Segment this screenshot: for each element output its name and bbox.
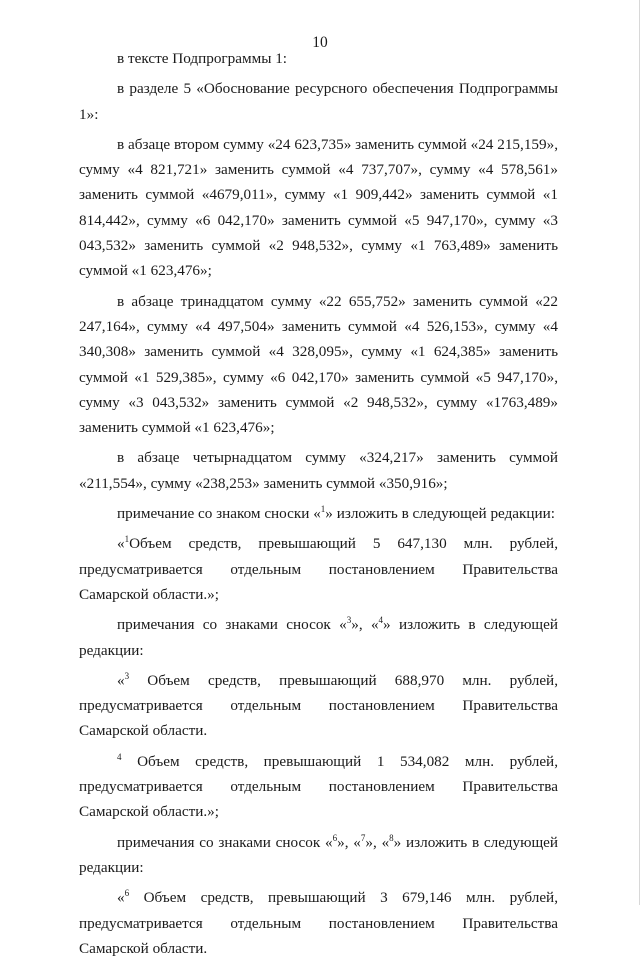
text-segment: примечание со знаком сноски « [117,505,321,523]
text-segment: « [117,535,125,553]
footnote-mark: 1 [124,534,130,545]
paragraph-second-abzac: в абзаце втором сумму «24 623,735» заменить суммой «24 215,159», сумму «4 821,721» заменить суммой «4 737,707», сумму «4 578,561» заменить суммой «4679,011», сумму «1 909,442» заменить суммой «1 814,442», сумму «6 042,170» заменить суммой «5 947,170», сумму «3 043,532» заменить суммой «2 948,532», сумму «1 763,489» заменить суммой «1 623,476»; [79,135,558,280]
paragraph-thirteenth-abzac: в абзаце тринадцатом сумму «22 655,752» заменить суммой «22 247,164», сумму «4 497,504» заменить суммой «4 526,153», сумму «4 340,308» заменить суммой «4 328,095», сумму «1 624,385» заменить суммой «1 529,385», сумму «6 042,170» заменить суммой «5 947,170», сумму «3 043,532» заменить суммой «2 948,532», сумму «1763,489» заменить суммой «1 623,476»; [79,292,558,437]
footnote-mark: 1 [320,503,326,514]
text-segment: Объем средств, превышающий 1 534,082 млн. рублей, предусматривается отдельным постановлением Правительства Самарской области.»; [79,752,558,821]
text-segment: », « [351,616,379,634]
paragraph-note-1-intro [79,501,558,526]
text-segment: примечания со знаками сносок « [117,833,333,851]
text-segment: » изложить в следующей редакции: [79,616,558,659]
text-segment: примечания со знаками сносок « [117,616,347,634]
text-segment: » изложить в следующей редакции: [79,833,559,876]
paragraph-notes-6-7-8-intro [79,830,558,881]
footnote-mark: 3 [124,670,130,681]
footnote-mark: 6 [332,832,338,843]
paragraph-note-6 [79,885,558,961]
footnote-mark: 3 [346,615,352,626]
footnote-mark: 7 [360,832,366,843]
text-segment: Объем средств, превышающий 688,970 млн. рублей, предусматривается отдельным постановлением Правительства Самарской области. [79,671,558,740]
text-segment: » изложить в следующей редакции: [325,505,556,523]
document-body [79,46,558,961]
footnote-mark: 4 [378,615,384,626]
paragraph-notes-3-4-intro [79,612,558,663]
text-segment: Объем средств, превышающий 5 647,130 млн. рублей, предусматривается отдельным постановлением Правительства Самарской области.»; [79,535,558,603]
text-segment: », « [337,833,361,851]
footnote-mark: 8 [389,832,394,843]
paragraph-subprogram-text: в тексте Подпрограммы 1: [117,50,288,67]
paragraph-note-3 [79,668,558,744]
text-segment: « [117,671,125,689]
paragraph-note-4 [79,749,558,825]
text-segment: « [117,889,125,907]
paragraph-note-1 [79,531,558,607]
text-segment: Объем средств, превышающий 3 679,146 млн. рублей, предусматривается отдельным постановлением Правительства Самарской области. [79,889,558,957]
text-segment: », « [365,833,390,851]
page-number: 10 [312,34,328,51]
footnote-mark: 4 [117,751,122,762]
paragraph-fourteenth-abzac: в абзаце четырнадцатом сумму «324,217» заменить суммой «211,554», сумму «238,253» заменить суммой «350,916»; [79,449,558,492]
paragraph-section-5: в разделе 5 «Обоснование ресурсного обеспечения Подпрограммы 1»: [79,80,558,123]
footnote-mark: 6 [124,888,130,899]
